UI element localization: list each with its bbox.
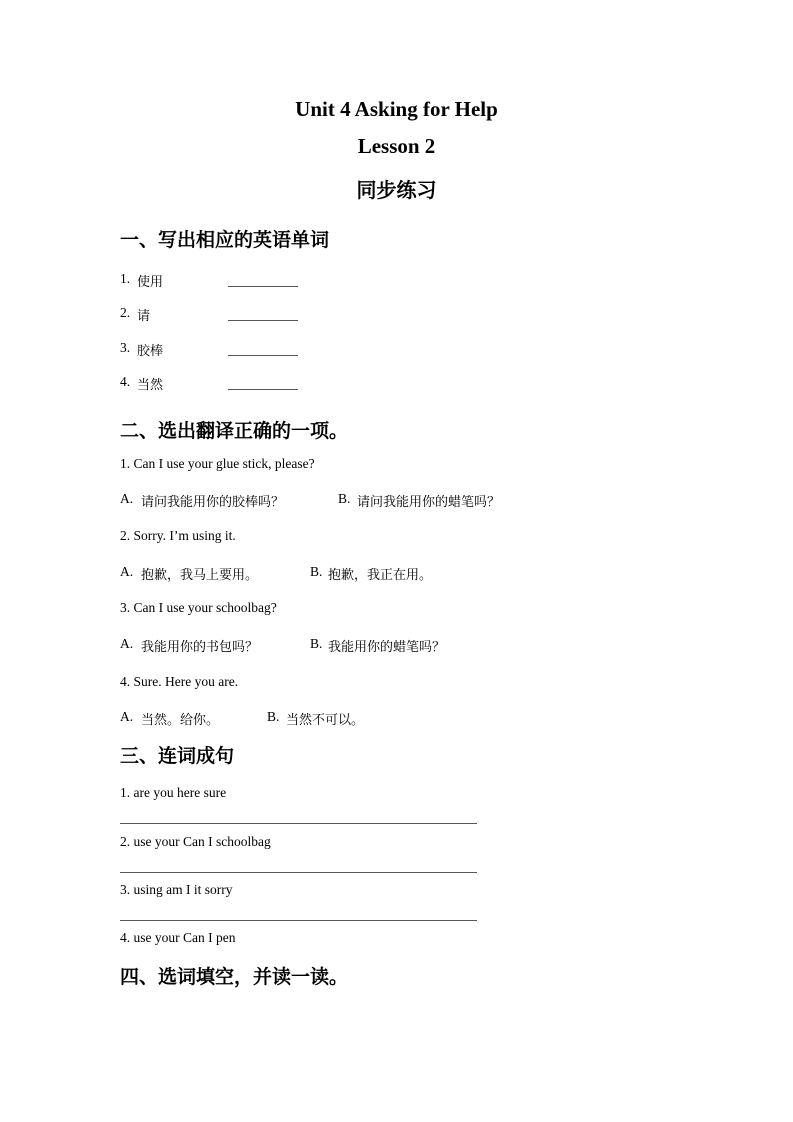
item-number: 4.: [120, 374, 131, 389]
option-a-label: A.: [120, 636, 134, 651]
option-b-text[interactable]: 我能用你的蜡笔吗？: [328, 640, 446, 655]
option-a-text[interactable]: 请问我能用你的胶棒吗？: [141, 495, 285, 510]
section-4-heading: 四、选词填空，并读一读。: [120, 966, 349, 988]
option-b-label: B.: [310, 564, 323, 579]
section-1-heading: 一、写出相应的英语单词: [120, 229, 330, 251]
question-prompt: 3. Can I use your schoolbag?: [120, 600, 277, 615]
option-a-text[interactable]: 当然。给你。: [141, 713, 220, 728]
item-word: 请: [137, 309, 151, 324]
option-a-text[interactable]: 抱歉，我马上要用。: [141, 568, 259, 583]
page-subtitle: 同步练习: [356, 178, 437, 202]
option-b-text[interactable]: 当然不可以。: [286, 713, 365, 728]
option-b-text[interactable]: 抱歉，我正在用。: [328, 568, 433, 583]
item-word: 当然: [137, 378, 164, 393]
answer-blank[interactable]: [228, 320, 298, 321]
item-number: 3.: [120, 340, 131, 355]
option-a-label: A.: [120, 491, 134, 506]
section-3-heading: 三、连词成句: [120, 745, 235, 767]
option-a-text[interactable]: 我能用你的书包吗？: [141, 640, 259, 655]
scrambled-sentence: 1. are you here sure: [120, 785, 227, 800]
question-prompt: 2. Sorry. I’m using it.: [120, 528, 236, 543]
item-number: 2.: [120, 305, 131, 320]
option-a-label: A.: [120, 709, 134, 724]
scrambled-sentence: 4. use your Can I pen: [120, 930, 236, 945]
answer-blank[interactable]: [228, 286, 298, 287]
option-a-label: A.: [120, 564, 134, 579]
option-b-label: B.: [310, 636, 323, 651]
page-title: Unit 4 Asking for Help: [295, 97, 498, 121]
answer-line[interactable]: [120, 872, 477, 873]
answer-line[interactable]: [120, 920, 477, 921]
answer-blank[interactable]: [228, 389, 298, 390]
scrambled-sentence: 3. using am I it sorry: [120, 882, 233, 897]
option-b-label: B.: [338, 491, 351, 506]
section-2-heading: 二、选出翻译正确的一项。: [120, 420, 349, 442]
answer-blank[interactable]: [228, 355, 298, 356]
option-b-label: B.: [267, 709, 280, 724]
scrambled-sentence: 2. use your Can I schoolbag: [120, 834, 271, 849]
option-b-text[interactable]: 请问我能用你的蜡笔吗？: [357, 495, 501, 510]
item-word: 使用: [137, 275, 164, 290]
lesson-title: Lesson 2: [357, 134, 436, 158]
question-prompt: 1. Can I use your glue stick, please?: [120, 456, 315, 471]
answer-line[interactable]: [120, 823, 477, 824]
item-number: 1.: [120, 271, 131, 286]
item-word: 胶棒: [137, 344, 164, 359]
question-prompt: 4. Sure. Here you are.: [120, 674, 239, 689]
